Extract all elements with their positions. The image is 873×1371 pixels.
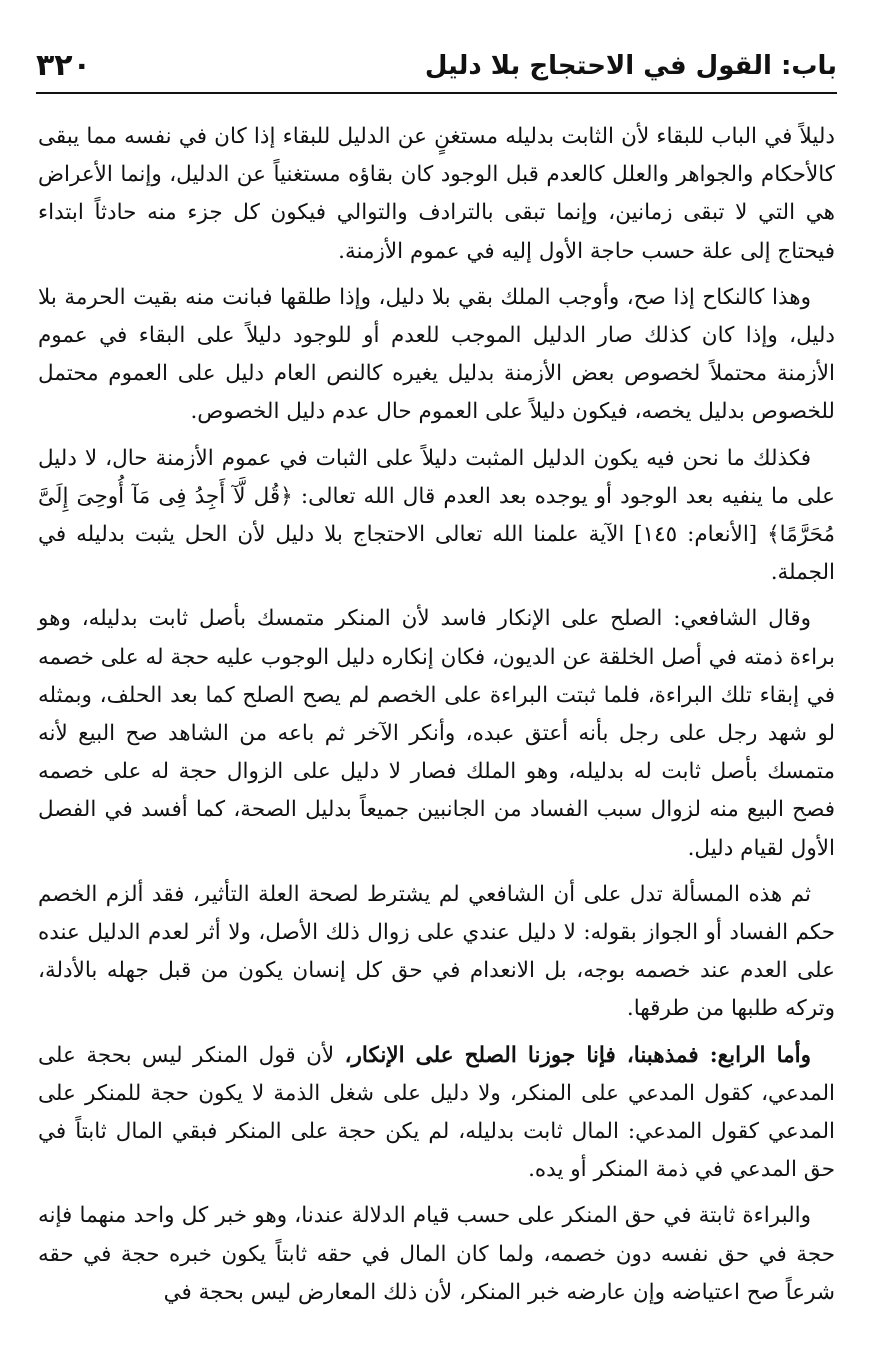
paragraph-bold-lead: وأما الرابع: فمذهبنا، فإنا جوزنا الصلح على الإنكار، — [344, 1042, 811, 1068]
page-number: ٣٢٠ — [36, 48, 91, 83]
paragraph-text: لأن قول المنكر ليس بحجة على المدعي، كقول المدعي على المنكر، ولا دليل على شغل الذمة لا يكون حجة للمنكر على المدعي كقول المدعي: المال ثابت بدليله، لم يكن حجة على المنكر فبقي المال ثابتاً في حق المدعي في ذمة المنكر أو يده. — [38, 1042, 835, 1183]
paragraph-text: ثم هذه المسألة تدل على أن الشافعي لم يشترط لصحة العلة التأثير، فقد ألزم الخصم حكم الفساد أو الجواز بقوله: لا دليل عندي على زوال ذلك الأصل، ولا أثر لعدم الدليل عنده على العدم عند خصمه بوجه، بل الانعدام في حق كل إنسان يكون من قبل جهله بالأدلة، وتركه طلبها من طرقها. — [38, 881, 835, 1022]
paragraph-text: فكذلك ما نحن فيه يكون الدليل المثبت دليلاً على الثبات في عموم الأزمنة حال، لا دليل على ما ينفيه بعد الوجود أو يوجده بعد العدم قال الله تعالى: ﴿قُل لَّآ أَجِدُ فِى مَآ أُوحِىَ إِلَىَّ مُحَرَّمًا﴾ [الأنعام: ١٤٥] الآية علمنا الله تعالى الاحتجاج بلا دليل لأن الحل يثبت بدليله في الجملة. — [38, 445, 835, 586]
paragraph-7 — [38, 1197, 835, 1312]
chapter-title: باب: القول في الاحتجاج بلا دليل — [424, 51, 837, 81]
running-header — [36, 40, 837, 94]
paragraph-text: وقال الشافعي: الصلح على الإنكار فاسد لأن المنكر متمسك بأصل ثابت بدليله، وهو براءة ذمته في أصل الخلقة عن الديون، فكان إنكاره دليل الوجوب عليه حجة له على خصمه في إبقاء تلك البراءة، فلما ثبتت البراءة على الخصم لم يصح الصلح كما بعد الحلف، وبمثله لو شهد رجل على رجل بأنه أعتق عبده، وأنكر الآخر ثم باعه من الشاهد صح البيع لأنه متمسك بأصل ثابت له بدليله، وهو الملك فصار لا دليل على الزوال حجة له على خصمه فصح البيع منه لزوال سبب الفساد من الجانبين جميعاً بدليل الصحة، كما أفسد في الفصل الأول لقيام دليل. — [38, 606, 835, 861]
paragraph-1 — [38, 118, 835, 271]
paragraph-text: والبراءة ثابتة في حق المنكر على حسب قيام الدلالة عندنا، وهو خبر كل واحد منهما فإنه حجة في حق نفسه دون خصمه، ولما كان المال في حقه ثابتاً يكون خبره حجة في حقه شرعاً صح اعتياضه وإن عارضه خبر المنكر، لأن ذلك المعارض ليس بحجة في — [38, 1203, 835, 1305]
paragraph-4 — [38, 600, 835, 867]
paragraph-text: وهذا كالنكاح إذا صح، وأوجب الملك بقي بلا دليل، وإذا طلقها فبانت منه بقيت الحرمة بلا دليل، وإذا كان كذلك صار الدليل الموجب للعدم أو للوجود دليلاً على البقاء في عموم الأزمنة محتملاً لخصوص بعض الأزمنة بدليل يغيره كالنص العام دليل على العموم محتمل للخصوص بدليل يخصه، فيكون دليلاً على العموم حال عدم دليل الخصوص. — [38, 284, 835, 425]
paragraph-5 — [38, 876, 835, 1029]
paragraph-3 — [38, 440, 835, 593]
page-body — [38, 118, 835, 1320]
paragraph-6 — [38, 1037, 835, 1190]
paragraph-2 — [38, 279, 835, 432]
paragraph-text: دليلاً في الباب للبقاء لأن الثابت بدليله مستغنٍ عن الدليل للبقاء إذا كان في نفسه مما يبقى كالأحكام والجواهر والعلل كالعدم قبل الوجود كان بقاؤه مستغنياً عن الدليل، وإنما الأعراض هي التي لا تبقى زمانين، وإنما تبقى بالترادف والتوالي فيكون كل جزء منه حادثاً ابتداء فيحتاج إلى علة حسب حاجة الأول إليه في عموم الأزمنة. — [38, 124, 835, 264]
